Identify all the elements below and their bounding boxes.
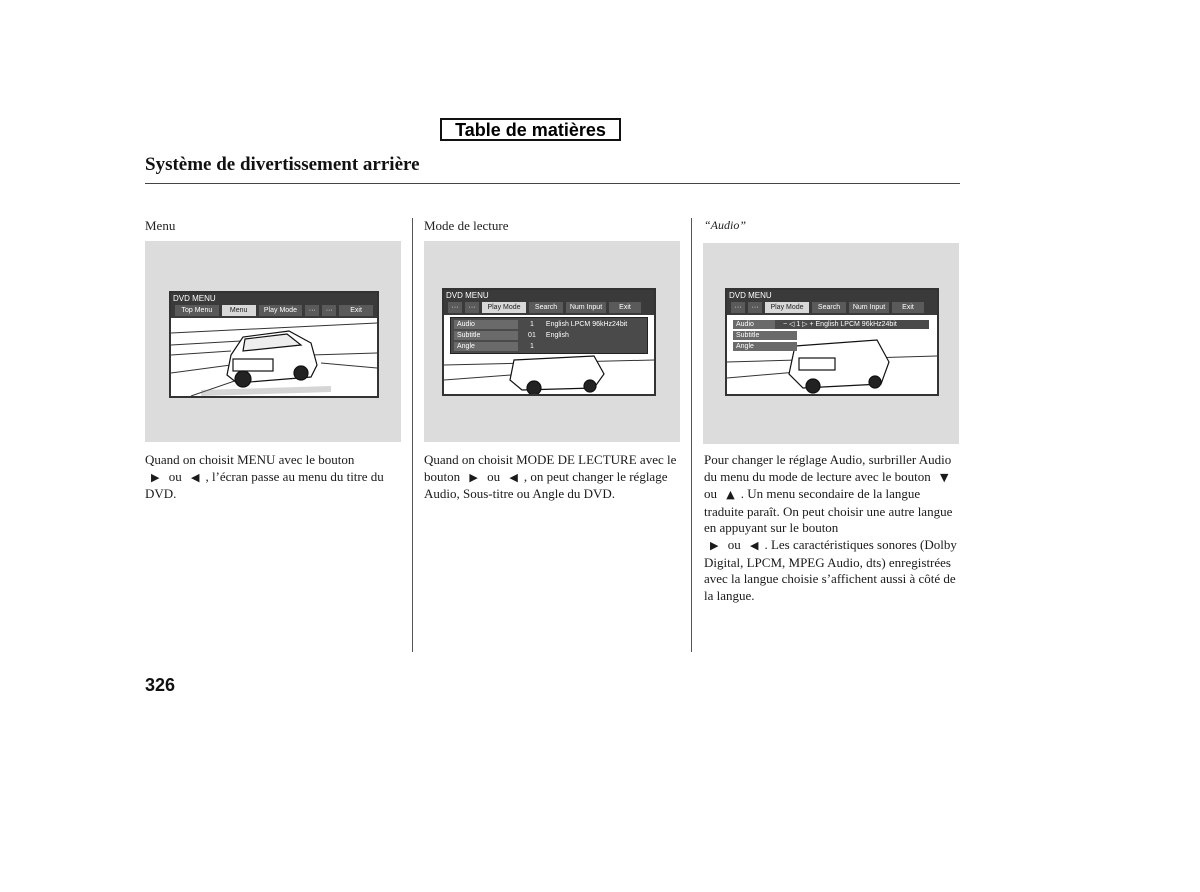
subtitle-row[interactable] (733, 331, 797, 340)
dvd-tab-search[interactable]: Search (812, 302, 846, 313)
audio-row[interactable] (454, 320, 627, 329)
dvd-tab-play-mode[interactable]: Play Mode (259, 305, 303, 316)
audio-value: English LPCM 96kHz24bit (545, 321, 628, 328)
figure-audio (703, 243, 959, 444)
right-arrow-icon: ▶ (710, 538, 719, 552)
dvd-tab-blank[interactable]: ··· (465, 302, 479, 313)
subtitle-label: Subtitle (454, 331, 518, 340)
text-fragment: Quand on choisit MODE DE LECTURE avec le bouton (424, 452, 677, 484)
page-number: 326 (145, 675, 176, 695)
text-fragment: ou (168, 468, 182, 484)
section-title: Système de divertissement arrière (145, 154, 420, 175)
column-label-menu: Menu (145, 218, 176, 233)
audio-row[interactable] (733, 320, 929, 329)
angle-label: Angle (454, 342, 518, 351)
dvd-tab-menu[interactable]: Menu (222, 305, 256, 316)
right-arrow-icon: ▶ (469, 470, 478, 484)
dvd-tab-blank[interactable]: ··· (448, 302, 462, 313)
column-divider (691, 218, 692, 652)
text-fragment: ou (704, 486, 717, 502)
left-arrow-icon: ◀ (509, 470, 518, 484)
text-fragment: , on peut changer le réglage Audio, Sous-titre ou Angle du DVD. (424, 468, 668, 502)
angle-row[interactable] (733, 342, 797, 351)
dvd-menu-title: DVD MENU (173, 294, 216, 303)
up-arrow-icon: ▲ (726, 488, 735, 502)
left-arrow-icon: ◀ (190, 470, 200, 484)
dvd-tab-num-input[interactable]: Num Input (566, 302, 606, 313)
dvd-tab-play-mode[interactable]: Play Mode (765, 302, 809, 313)
column-divider (412, 218, 413, 652)
dvd-tab-blank[interactable]: ··· (305, 305, 319, 316)
dvd-screen (169, 291, 379, 398)
column-label-play-mode: Mode de lecture (424, 218, 509, 233)
play-mode-panel (450, 317, 648, 354)
title-divider (145, 183, 960, 184)
figure-play-mode (424, 241, 680, 442)
dvd-tab-exit[interactable]: Exit (339, 305, 373, 316)
column-label-audio: “Audio” (704, 218, 747, 232)
dvd-tab-num-input[interactable]: Num Input (849, 302, 889, 313)
text-fragment: , l’écran passe au menu du titre du DVD. (145, 468, 384, 502)
dvd-tab-top-menu[interactable]: Top Menu (175, 305, 219, 316)
dvd-tab-blank[interactable]: ··· (322, 305, 336, 316)
text-fragment: ou (487, 468, 501, 484)
dvd-menu-bar (444, 290, 654, 315)
audio-label: Audio (733, 320, 775, 329)
dvd-menu-bar (171, 293, 377, 318)
figure-menu (145, 241, 401, 442)
left-arrow-icon: ◀ (749, 538, 759, 552)
dvd-menu-title: DVD MENU (729, 291, 772, 300)
table-of-contents-button[interactable]: Table de matières (440, 118, 621, 141)
down-arrow-icon: ▼ (939, 470, 949, 484)
audio-language-selector[interactable]: − ◁ 1 ▷ + English LPCM 96kHz24bit (782, 321, 897, 328)
dvd-menu-title: DVD MENU (446, 291, 489, 300)
angle-label: Angle (733, 342, 797, 351)
dvd-screen (725, 288, 939, 396)
dvd-tab-play-mode[interactable]: Play Mode (482, 302, 526, 313)
text-fragment: . Un menu secondaire de la langue traduite paraît. On peut choisir une autre langue en appuyant sur le bouton (704, 486, 953, 536)
dvd-screen (442, 288, 656, 396)
audio-label: Audio (454, 320, 518, 329)
dvd-menu-bar (727, 290, 937, 315)
subtitle-value: English (545, 332, 569, 339)
body-text-menu (145, 452, 407, 503)
body-text-audio (704, 452, 960, 604)
text-fragment: ou (727, 536, 741, 552)
dvd-tab-blank[interactable]: ··· (748, 302, 762, 313)
angle-number: 1 (530, 343, 534, 350)
text-fragment: . Les caractéristiques sonores (Dolby Digital, LPCM, MPEG Audio, dts) enregistrées avec la langue choisie s’affichent aussi à côté de la langue. (704, 536, 957, 603)
subtitle-label: Subtitle (733, 331, 797, 340)
angle-row[interactable] (454, 342, 544, 351)
dvd-tab-exit[interactable]: Exit (892, 302, 924, 313)
dvd-tab-exit[interactable]: Exit (609, 302, 641, 313)
play-mode-panel (733, 319, 929, 353)
subtitle-number: 01 (528, 332, 536, 339)
audio-number: 1 (530, 321, 534, 328)
subtitle-row[interactable] (454, 331, 569, 340)
text-fragment: Quand on choisit MENU avec le bouton (145, 452, 355, 467)
dvd-tab-search[interactable]: Search (529, 302, 563, 313)
body-text-play-mode (424, 452, 686, 503)
dvd-tab-blank[interactable]: ··· (731, 302, 745, 313)
text-fragment: Pour changer le réglage Audio, surbriller Audio du menu du mode de lecture avec le bouton (704, 452, 952, 484)
right-arrow-icon: ▶ (151, 470, 160, 484)
